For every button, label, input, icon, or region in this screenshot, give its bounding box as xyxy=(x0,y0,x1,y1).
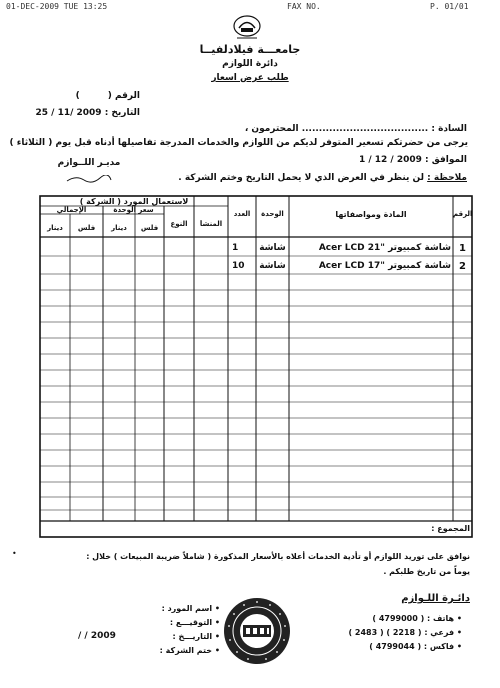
addressee-line: السادة : ..................................... المحترمون ، xyxy=(244,124,467,134)
header-total: الإجمالي xyxy=(56,206,87,214)
header-total-fils: فلس xyxy=(77,224,96,232)
university-logo-icon xyxy=(232,14,262,40)
agreement-line: نوافق على توريد اللوازم أو تأدية الخدمات أعلاه بالأسعار المذكورة ( شاملاً ضريبة المبيعات ) خلال : xyxy=(86,552,470,561)
row-quantity: 10 xyxy=(232,261,245,271)
supplier-name-field[interactable]: • اسم المورد : xyxy=(161,604,220,613)
request-intro: يرجى من حضرتكم تسعير المتوفر لديكم من اللوازم والخدمات المدرجة تفاصيلها أدناه قبل يوم ( الثلاثاء ) xyxy=(9,138,468,148)
contact-department: دائـرة اللـوازم xyxy=(401,593,470,604)
header-number: الرقم xyxy=(453,210,472,218)
contact-extension: • فرعي : ( 2218 ) ( 2483 ) xyxy=(348,628,462,637)
bullet-icon: • xyxy=(456,614,462,623)
row-number: 1 xyxy=(459,243,466,254)
note-line: ملاحظة : لن ينظر في العرض الذي لا يحمل التاريخ وختم الشركة . xyxy=(178,173,467,183)
supplier-date-field[interactable]: • التاريـــخ : xyxy=(172,632,220,641)
contact-fax: • فاكس : ( 4799044 ) xyxy=(369,642,462,651)
row-number: 2 xyxy=(459,261,466,272)
bullet-icon: • xyxy=(214,618,220,627)
agreement-days-line: يوماً من تاريخ طلبكم . xyxy=(383,567,470,576)
row-item: شاشة كمبيوتر "Acer LCD 21 xyxy=(318,243,451,253)
document-title: طلب عرض اسعار xyxy=(211,73,289,83)
bullet-icon: • xyxy=(214,646,220,655)
header-unit-price-dinar: دينار xyxy=(111,224,127,232)
header-unit-price-fils: فلس xyxy=(140,224,159,232)
header-unit: الوحدة xyxy=(261,210,284,218)
sum-label: المجموع : xyxy=(431,524,470,533)
row-item: شاشة كمبيوتر "Acer LCD 17 xyxy=(318,261,451,271)
row-unit: شاشة xyxy=(259,243,286,253)
header-total-dinar: دينار xyxy=(47,224,63,232)
header-supplier-use: لاستعمال المورد ( الشركة ) xyxy=(79,197,189,206)
bullet-icon: • xyxy=(456,642,462,651)
reference-number-label: الرقم () xyxy=(75,91,140,101)
header-item: المادة ومواصفاتها xyxy=(335,210,407,219)
university-name: جامعـــة فيلادلفيــا xyxy=(199,43,301,56)
fax-number: FAX NO. xyxy=(287,2,321,11)
bullet-icon: • xyxy=(214,632,220,641)
procurement-manager-title: مديـر اللــوازم xyxy=(57,158,121,168)
header-origin: المنشأ xyxy=(199,220,223,228)
supplier-date-value: / / 2009 xyxy=(78,631,116,641)
fax-datetime: 01-DEC-2009 TUE 13:25 xyxy=(6,2,108,11)
company-stamp-field[interactable]: • ختم الشركة : xyxy=(159,646,220,655)
header-type: النوع xyxy=(170,220,188,228)
row-quantity: 1 xyxy=(232,243,239,253)
deadline-date: الموافق : 1 / 12 / 2009 xyxy=(358,155,467,165)
contact-phone: • هاتف : ( 4799000 ) xyxy=(372,614,462,623)
department-name: دائرة اللوازم xyxy=(222,59,278,69)
margin-dot: • xyxy=(12,549,17,558)
manager-signature-icon xyxy=(66,168,112,176)
header-unit-price: سعر الوحدة xyxy=(113,206,154,214)
row-unit: شاشة xyxy=(259,261,286,271)
company-stamp-icon xyxy=(222,596,292,666)
supplier-signature-field[interactable]: • التوقيـــع : xyxy=(169,618,220,627)
bullet-icon: • xyxy=(456,628,462,637)
header-quantity: العدد xyxy=(233,210,251,218)
fax-page: P. 01/01 xyxy=(430,2,469,11)
bullet-icon: • xyxy=(214,604,220,613)
issue-date: التاريخ : 25 / 11/ 2009 xyxy=(35,108,140,118)
